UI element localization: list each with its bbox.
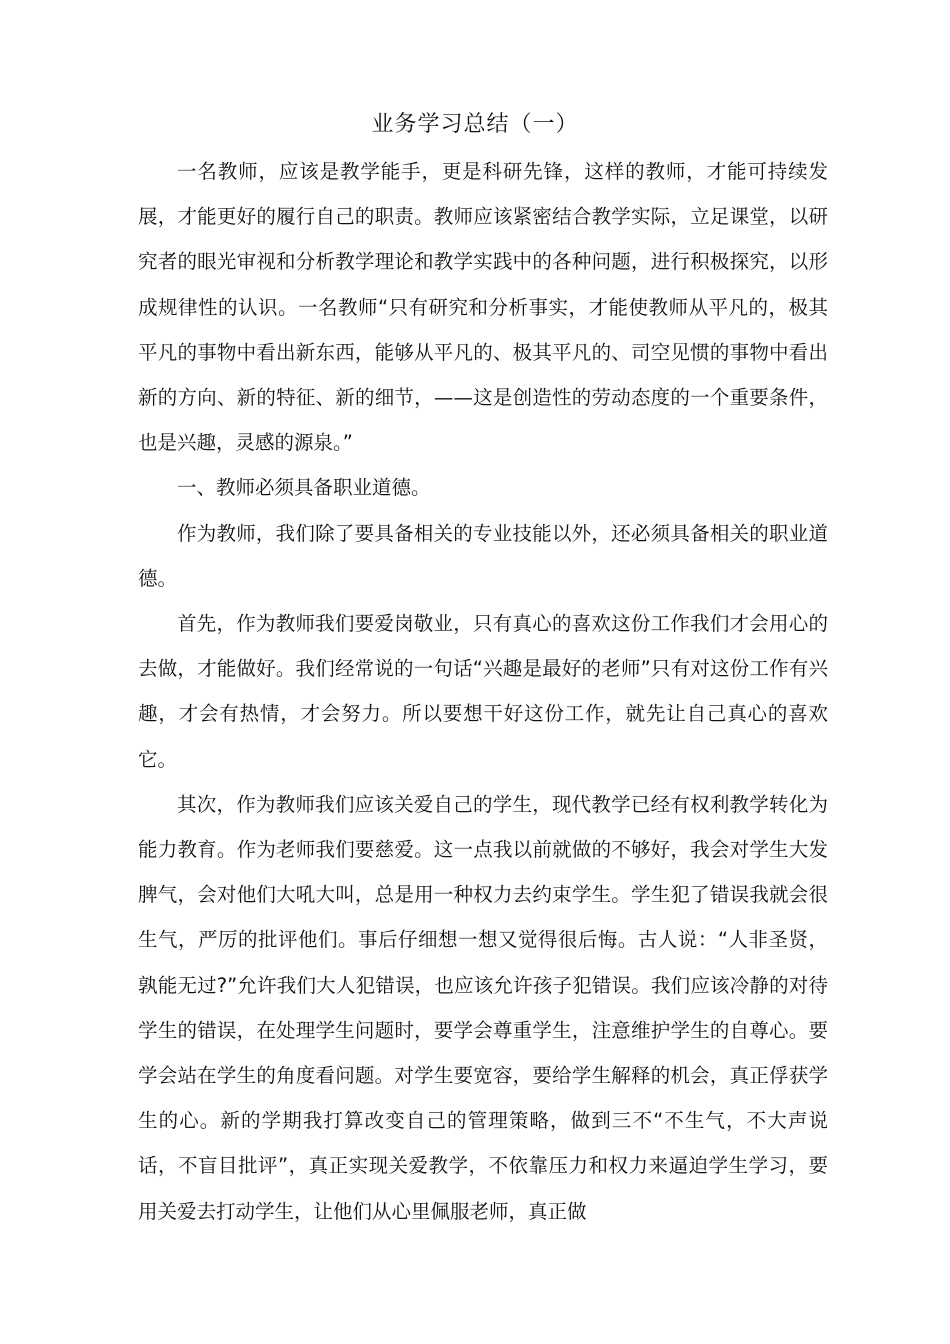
section-heading: 一、教师必须具备职业道德。 [177,476,431,500]
document-title: 业务学习总结（一） [371,112,579,137]
paragraph-ethics: 作为教师，我们除了要具备相关的专业技能以外，还必须具备相关的职业道德。 [138,521,828,590]
paragraph-second: 其次，作为教师我们应该关爱自己的学生，现代教学已经有权利教学转化为能力教育。作为老师我们要慈爱。这一点我以前就做的不够好，我会对学生大发脾气，会对他们大吼大叫，总是用一种权力去约束学生。学生犯了错误我就会很生气，严厉的批评他们。事后仔细想一想又觉得很后悔。古人说：“人非圣贤，孰能无过?”允许我们大人犯错误，也应该允许孩子犯错误。我们应该冷静的对待学生的错误，在处理学生问题时，要学会尊重学生，注意维护学生的自尊心。要学会站在学生的角度看问题。对学生要宽容，要给学生解释的机会，真正俘获学生的心。新的学期我打算改变自己的管理策略，做到三不“不生气，不大声说话，不盲目批评”，真正实现关爱教学，不依靠压力和权力来逼迫学生学习，要用关爱去打动学生，让他们从心里佩服老师，真正做 [138,792,828,1223]
document-body [138,149,828,1234]
paragraph-first: 首先，作为教师我们要爱岗敬业，只有真心的喜欢这份工作我们才会用心的去做，才能做好。我们经常说的一句话“兴趣是最好的老师”只有对这份工作有兴趣，才会有热情，才会努力。所以要想干好这份工作，就先让自己真心的喜欢它。 [138,612,828,771]
paragraph-intro: 一名教师，应该是教学能手，更是科研先锋，这样的教师，才能可持续发展，才能更好的履行自己的职责。教师应该紧密结合教学实际，立足课堂，以研究者的眼光审视和分析教学理论和教学实践中的各种问题，进行积极探究，以形成规律性的认识。一名教师“只有研究和分析事实，才能使教师从平凡的，极其平凡的事物中看出新东西，能够从平凡的、极其平凡的、司空见惯的事物中看出新的方向、新的特征、新的细节，——这是创造性的劳动态度的一个重要条件，也是兴趣，灵感的源泉。” [138,160,828,455]
